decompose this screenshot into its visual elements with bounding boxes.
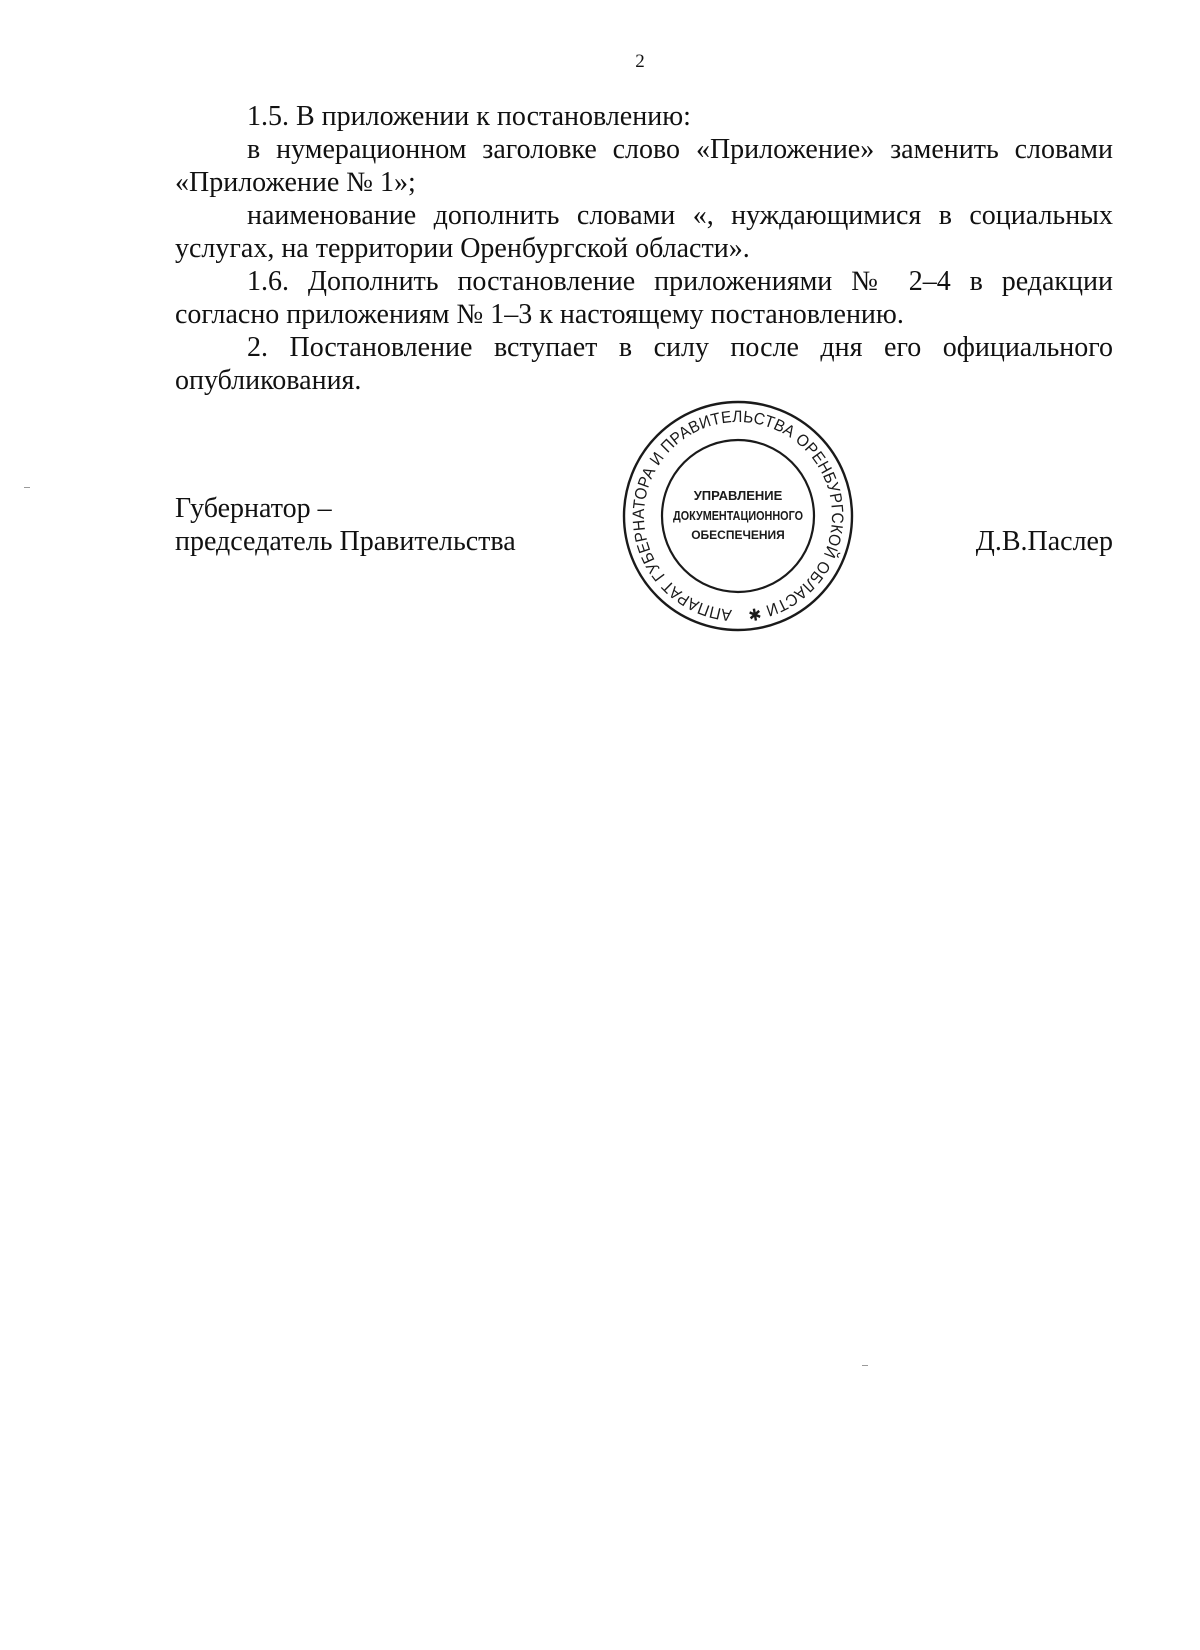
- paragraph-1-6: 1.6. Дополнить постановление приложениями № 2–4 в редакции согласно приложениям № 1–3 к настоящему постановлению.: [175, 266, 1113, 330]
- paragraph-1-5: 1.5. В приложении к постановлению:: [247, 101, 691, 132]
- seal-center-line-1: УПРАВЛЕНИЕ: [693, 488, 783, 503]
- document-body: [175, 100, 1113, 397]
- page-number: 2: [635, 51, 645, 72]
- seal-center-line-2: ДОКУМЕНТАЦИОННОГО: [673, 508, 803, 523]
- signatory-position-line-1: Губернатор –: [175, 493, 332, 524]
- scan-artifact-right: [862, 1365, 868, 1366]
- signatory-position: [175, 492, 516, 558]
- official-seal: [620, 398, 856, 634]
- signatory-name: Д.В.Паслер: [975, 526, 1113, 557]
- seal-ring-text: АППАРАТ ГУБЕРНАТОРА И ПРАВИТЕЛЬСТВА ОРЕНБУРГСКОЙ ОБЛАСТИ ✱: [629, 407, 847, 624]
- signatory-position-line-2: председатель Правительства: [175, 526, 516, 557]
- scan-artifact-left: [24, 487, 30, 488]
- paragraph-numbering-header: в нумерационном заголовке слово «Приложение» заменить словами «Приложение № 1»;: [175, 134, 1113, 198]
- paragraph-2: 2. Постановление вступает в силу после дня его официального опубликования.: [175, 332, 1113, 396]
- paragraph-title-amendment: наименование дополнить словами «, нуждающимися в социальных услугах, на территории Оренбургской области».: [175, 200, 1113, 264]
- seal-center-line-3: ОБЕСПЕЧЕНИЯ: [691, 528, 785, 542]
